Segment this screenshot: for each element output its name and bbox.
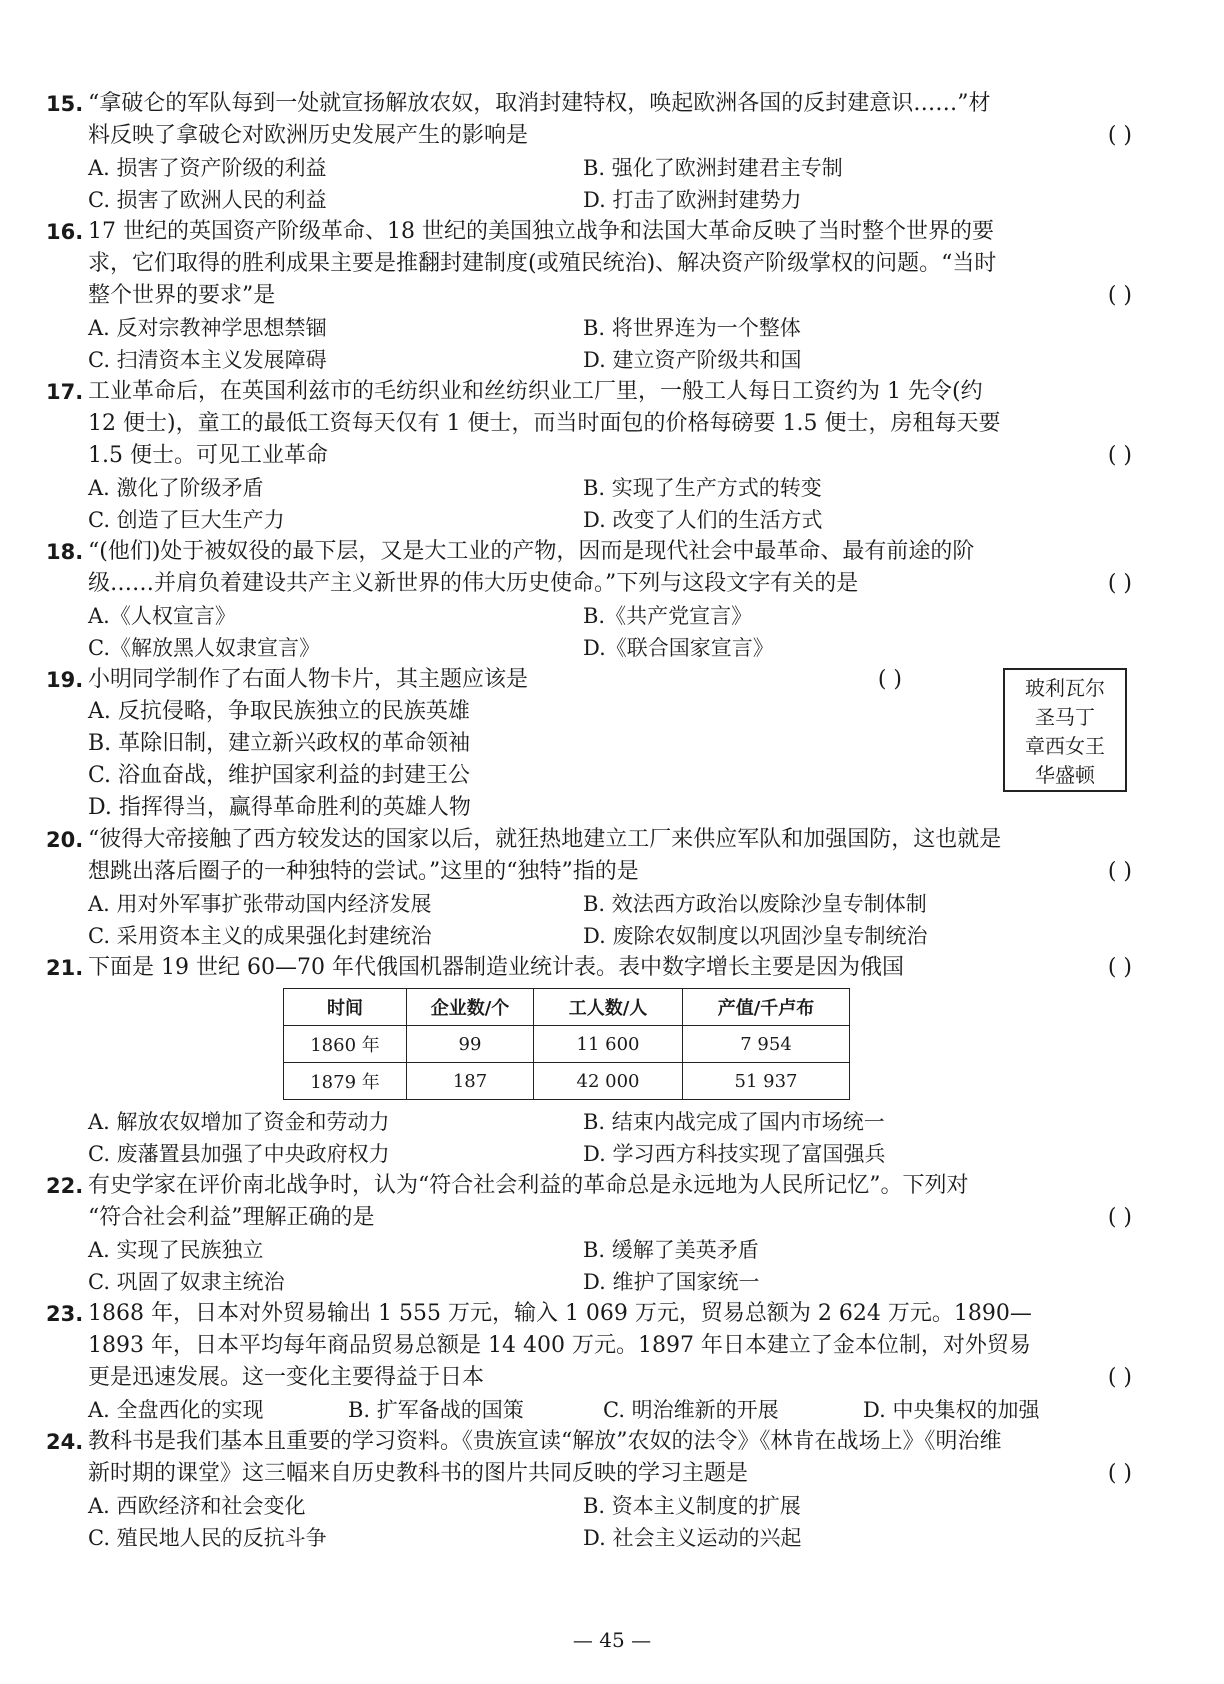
question-text-line: 12 便士)，童工的最低工资每天仅有 1 便士，而当时面包的价格每磅要 1.5 便士，房租每天要 xyxy=(88,411,1001,436)
answer-bracket: ( ) xyxy=(1107,571,1132,596)
question-15 xyxy=(46,88,1138,216)
card-name: 华盛顿 xyxy=(1035,763,1095,787)
option-a: A. 损害了资产阶级的利益 xyxy=(88,156,327,180)
option-c: C. 巩固了奴隶主统治 xyxy=(88,1270,285,1294)
options xyxy=(88,472,1138,536)
question-text-line: 下面是 19 世纪 60—70 年代俄国机器制造业统计表。表中数字增长主要是因为俄国 xyxy=(88,955,904,980)
table-header: 工人数/人 xyxy=(534,989,683,1026)
question-number: 19. xyxy=(46,668,84,692)
question-21 xyxy=(46,952,1138,1170)
answer-bracket: ( ) xyxy=(1107,443,1132,468)
question-23 xyxy=(46,1298,1138,1426)
question-number: 18. xyxy=(46,540,84,564)
options xyxy=(88,1490,1138,1554)
option-d: D. 中央集权的加强 xyxy=(863,1398,1040,1422)
option-a: A. 实现了民族独立 xyxy=(88,1238,264,1262)
answer-bracket: ( ) xyxy=(1107,1365,1132,1390)
question-number: 15. xyxy=(46,92,84,116)
question-24 xyxy=(46,1426,1138,1554)
answer-bracket: ( ) xyxy=(1107,283,1132,308)
option-d: D. 打击了欧洲封建势力 xyxy=(583,188,802,212)
card-name: 圣马丁 xyxy=(1035,705,1095,729)
card-name: 玻利瓦尔 xyxy=(1025,676,1105,700)
option-c: C. 殖民地人民的反抗斗争 xyxy=(88,1526,327,1550)
question-number: 20. xyxy=(46,828,84,852)
table-row xyxy=(284,1063,850,1100)
question-text-line: 小明同学制作了右面人物卡片，其主题应该是 xyxy=(88,667,529,692)
question-number: 16. xyxy=(46,220,84,244)
table-row xyxy=(284,1026,850,1063)
question-text-line: 教科书是我们基本且重要的学习资料。《贵族宣读“解放”农奴的法令》《林肯在战场上》《明治维 xyxy=(88,1429,1002,1454)
option-c: C. 浴血奋战，维护国家利益的封建王公 xyxy=(88,763,471,788)
question-text-line: 1.5 便士。可见工业革命 xyxy=(88,443,328,468)
question-number: 22. xyxy=(46,1174,84,1198)
answer-bracket: ( ) xyxy=(1107,123,1132,148)
option-d: D.《联合国家宣言》 xyxy=(583,636,774,660)
option-a: A. 用对外军事扩张带动国内经济发展 xyxy=(88,892,432,916)
option-d: D. 学习西方科技实现了富国强兵 xyxy=(583,1142,886,1166)
question-text-line: 级……并肩负着建设共产主义新世界的伟大历史使命。”下列与这段文字有关的是 xyxy=(88,571,859,596)
options xyxy=(88,1106,1138,1170)
question-18 xyxy=(46,536,1138,664)
question-number: 17. xyxy=(46,380,84,404)
question-22 xyxy=(46,1170,1138,1298)
table-cell: 42 000 xyxy=(534,1063,683,1100)
table-cell: 7 954 xyxy=(683,1026,850,1063)
option-a: A. 反对宗教神学思想禁锢 xyxy=(88,316,327,340)
question-text-line: 17 世纪的英国资产阶级革命、18 世纪的美国独立战争和法国大革命反映了当时整个世界的要 xyxy=(88,219,994,244)
option-a: A. 解放农奴增加了资金和劳动力 xyxy=(88,1110,390,1134)
option-b: B.《共产党宣言》 xyxy=(583,604,753,628)
table-header: 时间 xyxy=(284,989,407,1026)
question-text-line: “拿破仑的军队每到一处就宣扬解放农奴，取消封建特权，唤起欧洲各国的反封建意识……”材 xyxy=(88,91,991,116)
page-number: — 45 — xyxy=(572,1628,652,1652)
options xyxy=(88,1234,1138,1298)
option-c: C.《解放黑人奴隶宣言》 xyxy=(88,636,320,660)
option-d: D. 指挥得当，赢得革命胜利的英雄人物 xyxy=(88,795,471,820)
option-a: A. 激化了阶级矛盾 xyxy=(88,476,264,500)
statistics-table xyxy=(283,988,850,1100)
option-b: B. 将世界连为一个整体 xyxy=(583,316,801,340)
table-cell: 187 xyxy=(407,1063,534,1100)
option-d: D. 废除农奴制度以巩固沙皇专制统治 xyxy=(583,924,928,948)
question-text-line: 新时期的课堂》这三幅来自历史教科书的图片共同反映的学习主题是 xyxy=(88,1461,749,1486)
exam-page xyxy=(46,88,1138,1554)
option-a: A. 全盘西化的实现 xyxy=(88,1398,264,1422)
question-number: 21. xyxy=(46,956,84,980)
option-b: B. 效法西方政治以废除沙皇专制体制 xyxy=(583,892,927,916)
option-d: D. 维护了国家统一 xyxy=(583,1270,760,1294)
question-text-line: 工业革命后，在英国利兹市的毛纺织业和丝纺织业工厂里，一般工人每日工资约为 1 先令(约 xyxy=(88,379,983,404)
option-c: C. 创造了巨大生产力 xyxy=(88,508,285,532)
answer-bracket: ( ) xyxy=(1107,1205,1132,1230)
option-a: A. 反抗侵略，争取民族独立的民族英雄 xyxy=(88,699,470,724)
table-cell: 51 937 xyxy=(683,1063,850,1100)
question-number: 24. xyxy=(46,1430,84,1454)
question-16 xyxy=(46,216,1138,376)
option-d: D. 社会主义运动的兴起 xyxy=(583,1526,802,1550)
table-header-row xyxy=(284,989,850,1026)
option-c: C. 采用资本主义的成果强化封建统治 xyxy=(88,924,432,948)
options xyxy=(88,888,1138,952)
question-text-line: 求，它们取得的胜利成果主要是推翻封建制度(或殖民统治)、解决资产阶级掌权的问题。“当时 xyxy=(88,251,997,276)
question-text-line: 更是迅速发展。这一变化主要得益于日本 xyxy=(88,1365,485,1390)
question-text-line: “(他们)处于被奴役的最下层，又是大工业的产物，因而是现代社会中最革命、最有前途的阶 xyxy=(88,539,975,564)
table-header: 企业数/个 xyxy=(407,989,534,1026)
card-name: 章西女王 xyxy=(1025,734,1105,758)
options xyxy=(88,600,1138,664)
answer-bracket: ( ) xyxy=(1107,859,1132,884)
option-c: C. 损害了欧洲人民的利益 xyxy=(88,188,327,212)
option-b: B. 缓解了美英矛盾 xyxy=(583,1238,759,1262)
table-cell: 1860 年 xyxy=(284,1026,407,1063)
answer-bracket: ( ) xyxy=(877,667,902,692)
option-a: A. 西欧经济和社会变化 xyxy=(88,1494,306,1518)
option-b: B. 强化了欧洲封建君主专制 xyxy=(583,156,843,180)
question-text-line: 1868 年，日本对外贸易输出 1 555 万元，输入 1 069 万元，贸易总额为 2 624 万元。1890— xyxy=(88,1301,1032,1326)
option-a: A.《人权宣言》 xyxy=(88,604,236,628)
question-text-line: “符合社会利益”理解正确的是 xyxy=(88,1205,375,1230)
question-text-line: 料反映了拿破仑对欧洲历史发展产生的影响是 xyxy=(88,123,529,148)
option-b: B. 资本主义制度的扩展 xyxy=(583,1494,801,1518)
options xyxy=(88,1394,1138,1426)
question-number: 23. xyxy=(46,1302,84,1326)
question-text-line: 1893 年，日本平均每年商品贸易总额是 14 400 万元。1897 年日本建立了金本位制，对外贸易 xyxy=(88,1333,1031,1358)
option-b: B. 革除旧制，建立新兴政权的革命领袖 xyxy=(88,731,471,756)
options xyxy=(88,152,1138,216)
question-text-line: 有史学家在评价南北战争时，认为“符合社会利益的革命总是永远地为人民所记忆”。下列对 xyxy=(88,1173,969,1198)
option-b: B. 结束内战完成了国内市场统一 xyxy=(583,1110,885,1134)
question-text-line: “彼得大帝接触了西方较发达的国家以后，就狂热地建立工厂来供应军队和加强国防，这也就是 xyxy=(88,827,1002,852)
question-17 xyxy=(46,376,1138,536)
question-text-line: 想跳出落后圈子的一种独特的尝试。”这里的“独特”指的是 xyxy=(88,859,639,884)
option-c: C. 扫清资本主义发展障碍 xyxy=(88,348,327,372)
person-card xyxy=(1003,668,1127,792)
question-text-line: 整个世界的要求”是 xyxy=(88,283,276,308)
option-b: B. 实现了生产方式的转变 xyxy=(583,476,822,500)
option-d: D. 改变了人们的生活方式 xyxy=(583,508,823,532)
table-header: 产值/千卢布 xyxy=(683,989,850,1026)
table-cell: 11 600 xyxy=(534,1026,683,1063)
answer-bracket: ( ) xyxy=(1107,955,1132,980)
option-c: C. 明治维新的开展 xyxy=(603,1398,779,1422)
table-cell: 99 xyxy=(407,1026,534,1063)
option-d: D. 建立资产阶级共和国 xyxy=(583,348,802,372)
option-c: C. 废藩置县加强了中央政府权力 xyxy=(88,1142,390,1166)
options xyxy=(88,312,1138,376)
answer-bracket: ( ) xyxy=(1107,1461,1132,1486)
question-20 xyxy=(46,824,1138,952)
table-cell: 1879 年 xyxy=(284,1063,407,1100)
option-b: B. 扩军备战的国策 xyxy=(348,1398,524,1422)
question-19 xyxy=(46,664,1138,824)
